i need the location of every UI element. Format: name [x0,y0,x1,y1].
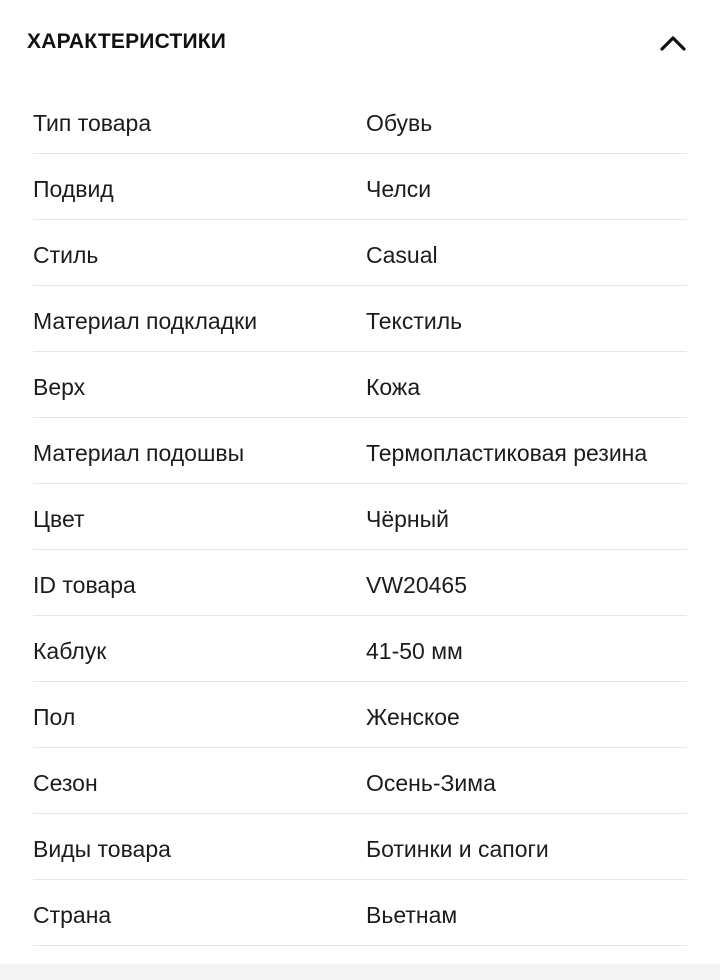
spec-row [33,286,687,352]
spec-row [33,154,687,220]
spec-value: Осень-Зима [366,770,496,796]
bottom-divider [0,964,720,980]
spec-label: Тип товара [33,110,152,136]
spec-value: Ботинки и сапоги [366,836,549,862]
spec-label: Цвет [33,506,85,532]
spec-row [33,880,687,946]
chevron-up-icon[interactable] [656,28,690,56]
spec-value: Кожа [366,374,421,400]
spec-row [33,352,687,418]
spec-row [33,814,687,880]
section-title: ХАРАКТЕРИСТИКИ [27,30,227,53]
spec-row [33,550,687,616]
spec-label: Страна [33,902,112,928]
spec-label: Каблук [33,638,107,664]
spec-row [33,88,687,154]
spec-label: Материал подкладки [33,308,258,334]
spec-value: Чёрный [366,506,449,532]
spec-label: ID товара [33,572,136,598]
spec-row [33,418,687,484]
spec-row [33,748,687,814]
spec-row [33,220,687,286]
spec-label: Подвид [33,176,114,202]
spec-label: Виды товара [33,836,171,862]
spec-value: Casual [366,242,438,268]
spec-label: Стиль [33,242,99,268]
characteristics-accordion-header[interactable] [0,0,720,88]
spec-value: 41-50 мм [366,638,463,664]
spec-value: Обувь [366,110,433,136]
spec-label: Верх [33,374,86,400]
spec-value: Женское [366,704,460,730]
characteristics-list [33,88,687,946]
spec-label: Сезон [33,770,98,796]
spec-value: Челси [366,176,432,202]
spec-value: Вьетнам [366,902,458,928]
spec-value: Текстиль [366,308,463,334]
spec-row [33,616,687,682]
spec-row [33,682,687,748]
spec-value: VW20465 [366,572,468,598]
spec-label: Материал подошвы [33,440,245,466]
spec-value: Термопластиковая резина [366,440,648,466]
spec-label: Пол [33,704,76,730]
spec-row [33,484,687,550]
